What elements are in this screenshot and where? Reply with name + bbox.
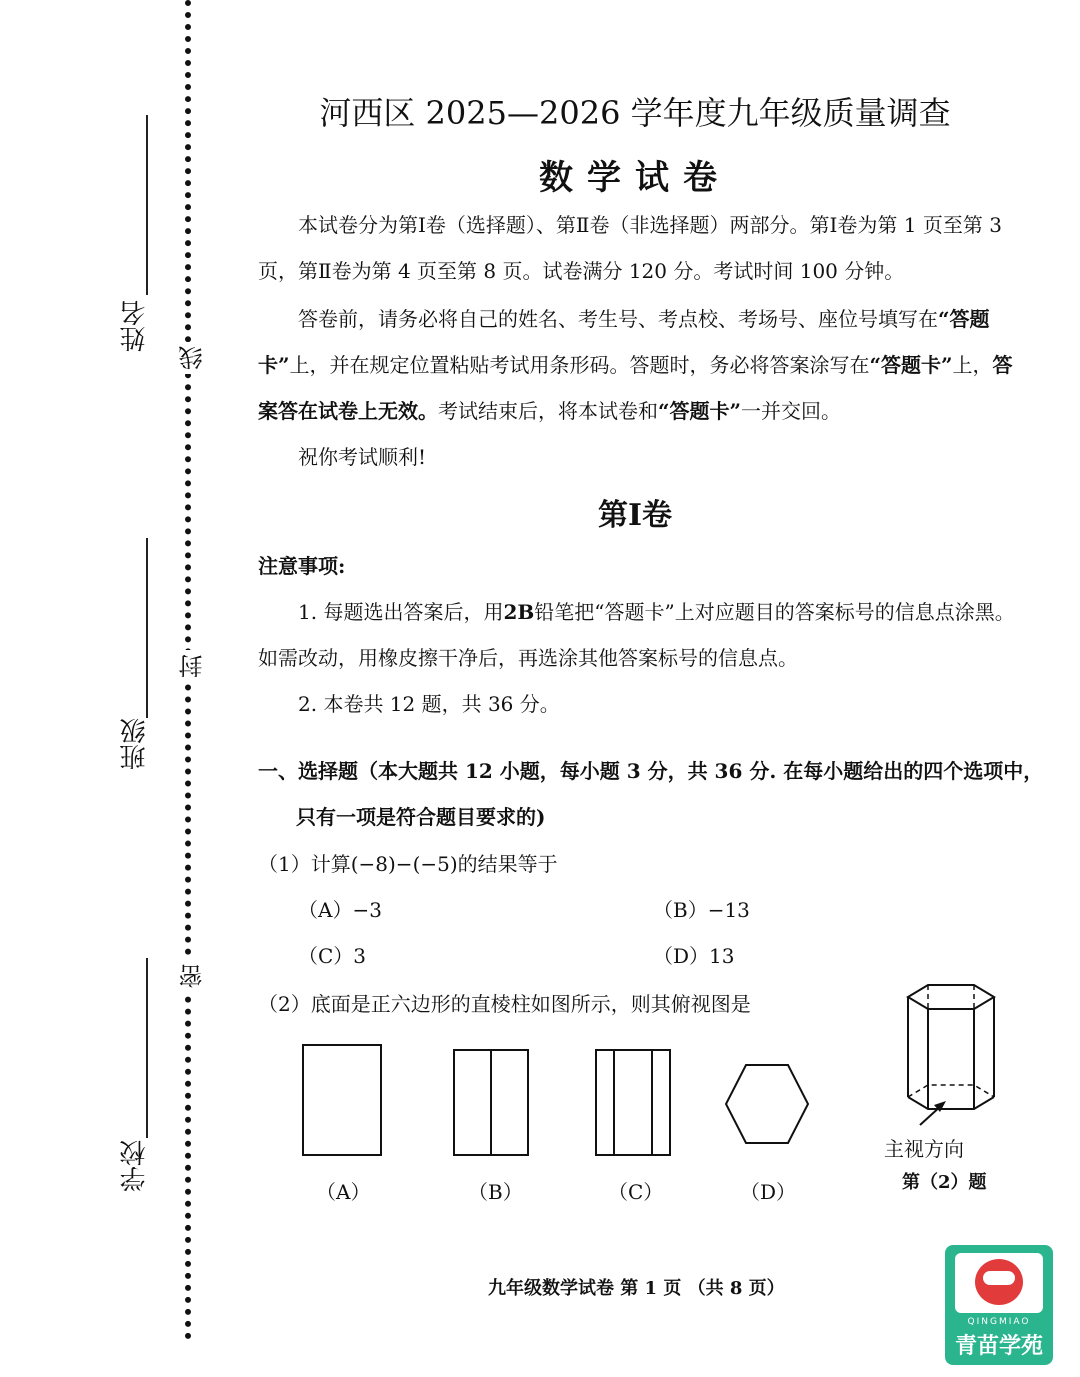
intro-p2-i: 一并交回。: [741, 399, 842, 423]
figure-caption: 第（2）题: [902, 1172, 987, 1193]
intro-p2-d: “答题卡”: [869, 353, 953, 377]
seal-char-mi: 密: [175, 960, 210, 992]
q2-option-d-label[interactable]: （D）: [740, 1180, 797, 1204]
lion-eyes-icon: [983, 1271, 1015, 1285]
q2-option-c-figure[interactable]: [596, 1050, 670, 1155]
q1-choice-d[interactable]: （D）13: [653, 944, 735, 968]
q1-stem: （1）计算(−8)−(−5)的结果等于: [258, 852, 558, 876]
section-title: 第Ⅰ卷: [597, 498, 673, 533]
name-label: 姓名: [120, 300, 150, 352]
note-1-c: 铅笔把“答题卡”上对应题目的答案标号的信息点涂黑。如需改动，用橡皮擦干净后，再选涂其他答案标号的信息点。: [258, 600, 1015, 670]
page-title: 河西区 2025—2026 学年度九年级质量调查: [319, 94, 951, 132]
logo-small-text: QINGMIAO: [967, 1317, 1031, 1327]
logo-name: 青苗学苑: [954, 1334, 1043, 1359]
q2-figure-options: [290, 1035, 830, 1170]
hexagonal-prism-figure: [890, 975, 1010, 1135]
q2-stem: （2）底面是正六边形的直棱柱如图所示，则其俯视图是: [258, 992, 751, 1016]
name-blank-line: [146, 115, 148, 295]
view-direction-label: 主视方向: [884, 1137, 964, 1161]
seal-char-feng: 封: [175, 650, 210, 682]
intro-p2-a: 答卷前，请务必将自己的姓名、考生号、考点校、考场号、座位号填写在: [298, 307, 938, 331]
intro-paragraph-3: 祝你考试顺利!: [298, 445, 427, 469]
q2-option-b-label[interactable]: （B）: [468, 1180, 523, 1204]
intro-paragraph-1: 本试卷分为第Ⅰ卷（选择题）、第Ⅱ卷（非选择题）两部分。第Ⅰ卷为第 1 页至第 3 页，第Ⅱ卷为第 4 页至第 8 页。试卷满分 120 分。考试时间 100 分钟。: [258, 213, 1002, 283]
intro-p2-e: 上，: [952, 353, 993, 377]
intro-p2-c: 上，并在规定位置粘贴考试用条形码。答题时，务必将答案涂写在: [289, 353, 870, 377]
q2-option-c-label[interactable]: （C）: [608, 1180, 664, 1204]
q2-option-b-figure[interactable]: [454, 1050, 528, 1155]
seal-char-xian: 线: [175, 342, 210, 374]
page-footer: 九年级数学试卷 第 1 页 （共 8 页）: [488, 1278, 785, 1299]
class-label: 班级: [120, 718, 150, 770]
intro-paragraph-2: [258, 296, 1028, 434]
q2-option-d-figure[interactable]: [726, 1065, 808, 1143]
intro-p2-b: “答题卡”: [258, 307, 990, 377]
q2-option-a-label[interactable]: （A）: [316, 1180, 371, 1204]
q1-choice-c[interactable]: （C）3: [298, 944, 367, 968]
intro-p2-h: “答题卡”: [658, 399, 742, 423]
note-2: 2. 本卷共 12 题，共 36 分。: [298, 692, 560, 716]
q1-choice-a[interactable]: （A）−3: [298, 898, 382, 922]
notes-heading: 注意事项:: [258, 554, 346, 578]
note-1: [258, 589, 1028, 681]
class-blank-line: [146, 538, 148, 718]
note-1-a: 1. 每题选出答案后，用: [298, 600, 504, 624]
part1-heading-line1: 一、选择题（本大题共 12 小题，每小题 3 分，共 36 分. 在每小题给出的四个选项中，: [258, 759, 1044, 783]
school-label: 学校: [120, 1140, 150, 1192]
part1-heading-line2: 只有一项是符合题目要求的): [296, 805, 546, 829]
page-subtitle: 数学试卷: [539, 158, 731, 198]
intro-p2-g: 考试结束后，将本试卷和: [438, 399, 658, 423]
intro-p2-f: 答案答在试卷上无效。: [258, 353, 1013, 423]
q2-option-a-figure[interactable]: [303, 1045, 381, 1155]
q1-choice-b[interactable]: （B）−13: [653, 898, 750, 922]
note-1-b: 2B: [503, 600, 535, 624]
school-blank-line: [146, 958, 148, 1138]
qingmiao-logo: [945, 1245, 1053, 1365]
